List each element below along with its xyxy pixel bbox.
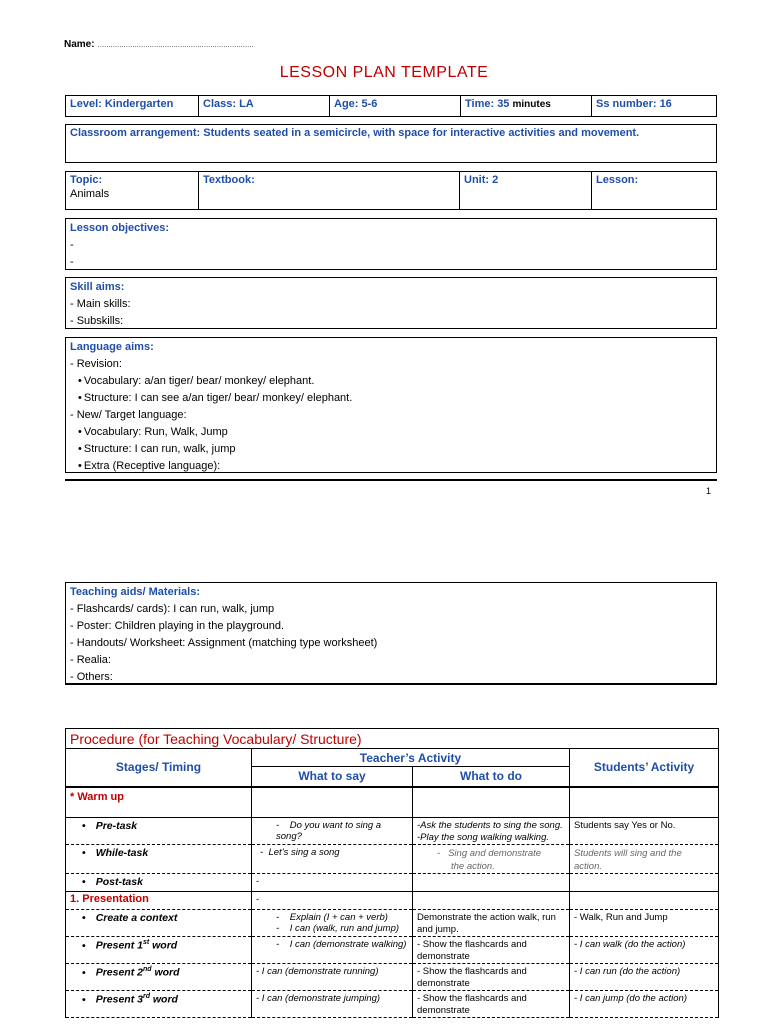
- extra-language: • Extra (Receptive language):: [70, 458, 712, 475]
- word-1-do-2: demonstrate: [417, 951, 470, 962]
- procedure-table: [65, 728, 719, 1018]
- topic-cell: [66, 172, 198, 209]
- page-number: 1: [706, 486, 712, 496]
- while-task-do-2: the action.: [451, 861, 495, 872]
- ss-number-cell: Ss number: 16: [596, 98, 672, 110]
- context-say-2-text: I can (walk, run and jump): [289, 923, 400, 934]
- new-vocabulary: • Vocabulary: Run, Walk, Jump: [70, 424, 712, 441]
- pre-task-do-1: -Ask the students to sing the song.: [417, 820, 563, 831]
- students-activity-header: Students’ Activity: [570, 749, 719, 787]
- pre-task-stage: • Pre-task: [70, 820, 247, 832]
- material-line: - Poster: Children playing in the playground.: [70, 620, 285, 632]
- word-2-do-2: demonstrate: [417, 978, 470, 989]
- material-line: - Flashcards/ cards): I can run, walk, jump: [70, 603, 275, 615]
- material-line: - Others:: [70, 671, 113, 683]
- subskills: - Subskills:: [70, 315, 124, 327]
- language-aims-box: [65, 337, 717, 473]
- word-3-say: - I can (demonstrate jumping): [252, 991, 413, 1018]
- stages-header: Stages/ Timing: [66, 749, 252, 787]
- while-task-stage: • While-task: [70, 847, 247, 859]
- while-task-do-1-text: Sing and demonstrate: [448, 848, 542, 859]
- lesson-cell: Lesson:: [596, 174, 639, 186]
- revision-structure: • Structure: I can see a/an tiger/ bear/ monkey/ elephant.: [70, 390, 712, 407]
- age-cell: Age: 5-6: [334, 98, 378, 110]
- while-task-do-1: - Sing and demonstrate: [437, 848, 542, 859]
- what-to-say-header: What to say: [252, 767, 413, 787]
- material-line: - Handouts/ Worksheet: Assignment (matching type worksheet): [70, 637, 378, 649]
- while-task-say-text: Let’s sing a song: [268, 847, 340, 858]
- page-title: LESSON PLAN TEMPLATE: [279, 64, 489, 81]
- warm-up-label: * Warm up: [66, 787, 252, 818]
- revision-vocabulary: • Vocabulary: a/an tiger/ bear/ monkey/ elephant.: [70, 373, 712, 390]
- topic-row: [65, 171, 717, 210]
- pre-task-say: - Do you want to sing a song?: [276, 820, 382, 842]
- objective-line: -: [70, 256, 74, 268]
- create-context-stage: • Create a context: [70, 912, 247, 924]
- context-do-2: and jump.: [417, 924, 459, 935]
- context-say-2: - I can (walk, run and jump): [276, 923, 400, 934]
- objective-line: -: [70, 239, 74, 251]
- while-task-students-1: Students will sing and the: [574, 848, 682, 859]
- word-1-do-1: - Show the flashcards and: [417, 939, 527, 950]
- level-cell: Level: Kindergarten: [70, 98, 174, 110]
- skill-aims-box: [65, 277, 717, 329]
- classroom-arrangement: Classroom arrangement: Students seated in a semicircle, with space for interactive activities and movement.: [70, 127, 640, 139]
- info-row: [65, 95, 717, 117]
- pre-task-do-2: -Play the song walking walking.: [417, 832, 550, 843]
- time-unit: minutes: [512, 99, 551, 110]
- procedure-title: Procedure (for Teaching Vocabulary/ Structure): [66, 729, 719, 749]
- textbook-cell: Textbook:: [203, 174, 255, 186]
- present-word-2-stage: • Present 2nd word: [70, 966, 247, 979]
- time-label: Time: 35: [465, 98, 510, 110]
- post-task-say: -: [252, 874, 413, 892]
- teacher-activity-header: Teacher’s Activity: [252, 749, 570, 767]
- word-1-say-text: I can (demonstrate walking): [289, 939, 407, 950]
- present-word-3-stage: • Present 3rd word: [70, 993, 247, 1006]
- what-to-do-header: What to do: [413, 767, 570, 787]
- while-task-students-2: action.: [574, 861, 602, 872]
- pre-task-students: Students say Yes or No.: [570, 818, 719, 845]
- topic-label: Topic:: [70, 174, 103, 186]
- presentation-say: -: [252, 892, 413, 910]
- revision-label: - Revision:: [70, 358, 122, 370]
- context-say-1: - Explain (I + can + verb): [276, 912, 388, 923]
- main-skills: - Main skills:: [70, 298, 131, 310]
- context-students: - Walk, Run and Jump: [570, 910, 719, 937]
- context-say-1-text: Explain (I + can + verb): [289, 912, 388, 923]
- new-structure: • Structure: I can run, walk, jump: [70, 441, 712, 458]
- word-2-do-1: - Show the flashcards and: [417, 966, 527, 977]
- while-task-say: - Let’s sing a song: [260, 847, 340, 858]
- word-2-say: - I can (demonstrate running): [252, 964, 413, 991]
- word-1-students: - I can walk (do the action): [570, 937, 719, 964]
- classroom-arrangement-box: [65, 124, 717, 163]
- word-3-students: - I can jump (do the action): [570, 991, 719, 1018]
- presentation-label: 1. Presentation: [66, 892, 252, 910]
- new-language-label: - New/ Target language:: [70, 409, 187, 421]
- materials-box: [65, 582, 717, 685]
- post-task-stage: • Post-task: [70, 876, 247, 888]
- name-dots: ………………………………………………………………: [97, 42, 254, 49]
- objectives-label: Lesson objectives:: [70, 222, 170, 234]
- skill-aims-label: Skill aims:: [70, 281, 125, 293]
- class-cell: Class: LA: [203, 98, 254, 110]
- material-line: - Realia:: [70, 654, 111, 666]
- unit-cell: Unit: 2: [464, 174, 499, 186]
- word-2-students: - I can run (do the action): [570, 964, 719, 991]
- present-word-1-stage: • Present 1st word: [70, 939, 247, 952]
- context-do-1: Demonstrate the action walk, run: [417, 912, 556, 923]
- page-footer-rule: [65, 479, 717, 481]
- language-aims-label: Language aims:: [70, 341, 154, 353]
- name-field[interactable]: [64, 39, 253, 50]
- word-3-do-1: - Show the flashcards and: [417, 993, 527, 1004]
- topic-value: Animals: [70, 188, 110, 200]
- name-label: Name:: [64, 39, 95, 50]
- word-3-do-2: demonstrate: [417, 1005, 470, 1016]
- pre-task-say-text: Do you want to sing a song?: [276, 820, 382, 842]
- time-cell: [461, 96, 591, 116]
- materials-label: Teaching aids/ Materials:: [70, 586, 201, 598]
- word-1-say: - I can (demonstrate walking): [276, 939, 407, 950]
- lesson-objectives-box: [65, 218, 717, 270]
